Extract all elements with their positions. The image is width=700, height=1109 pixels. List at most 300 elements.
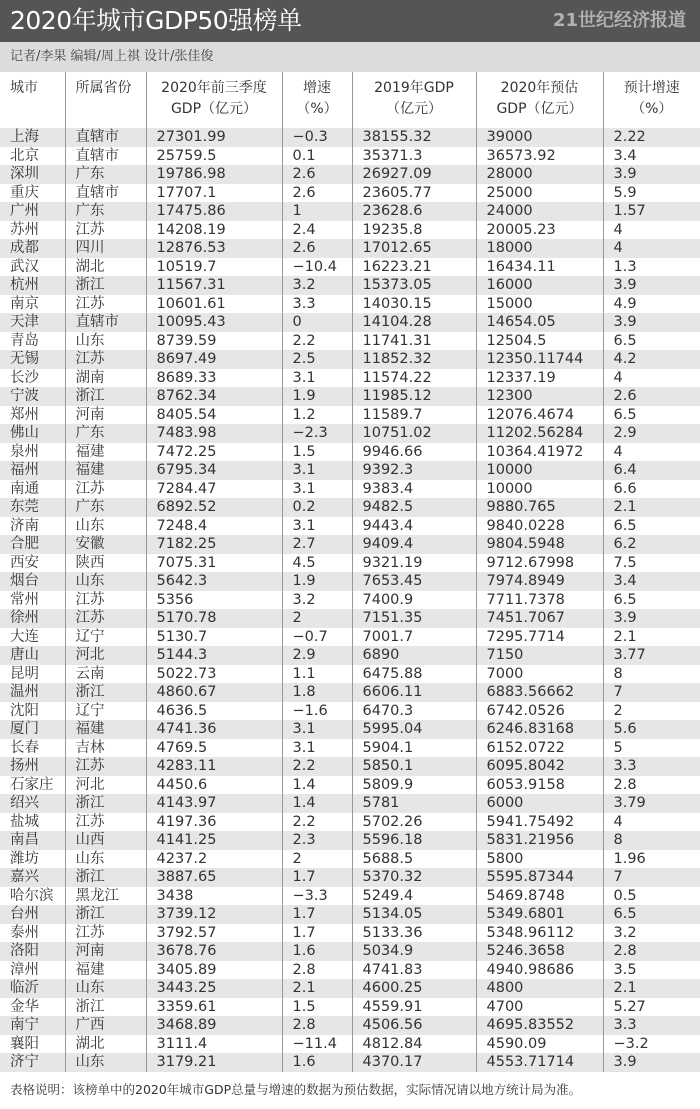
cell-growth: 0.2 <box>282 498 352 517</box>
cell-gdp-2019: 4741.83 <box>352 961 476 980</box>
cell-city: 盐城 <box>10 813 39 830</box>
cell-city: 长沙 <box>10 369 39 386</box>
cell-gdp-2020-est: 6095.8042 <box>476 757 603 776</box>
cell-gdp-2020-q1-q3: 8739.59 <box>146 332 282 351</box>
cell-gdp-2020-est: 11202.56284 <box>476 424 603 443</box>
cell-province: 江苏 <box>65 924 146 943</box>
cell-city: 石家庄 <box>10 776 54 793</box>
cell-gdp-2020-q1-q3: 4197.36 <box>146 813 282 832</box>
table-row <box>0 794 700 813</box>
cell-growth: 1.7 <box>282 905 352 924</box>
cell-growth-est: 4.9 <box>603 295 700 314</box>
cell-growth: 1.5 <box>282 443 352 462</box>
cell-gdp-2020-q1-q3: 3438 <box>146 887 282 906</box>
cell-gdp-2019: 14104.28 <box>352 313 476 332</box>
cell-gdp-2020-q1-q3: 4769.5 <box>146 739 282 758</box>
cell-gdp-2020-q1-q3: 3405.89 <box>146 961 282 980</box>
cell-province: 浙江 <box>65 276 146 295</box>
cell-gdp-2019: 9383.4 <box>352 480 476 499</box>
table-header <box>0 72 700 128</box>
cell-gdp-2020-est: 5246.3658 <box>476 942 603 961</box>
cell-gdp-2019: 6890 <box>352 646 476 665</box>
header-city <box>0 72 65 128</box>
table-row <box>0 480 700 499</box>
cell-city: 广州 <box>0 202 65 221</box>
cell-gdp-2020-est: 12300 <box>476 387 603 406</box>
table-row <box>0 554 700 573</box>
table-row <box>0 184 700 203</box>
table-row <box>0 868 700 887</box>
cell-city: 上海 <box>0 128 65 147</box>
table-row <box>0 683 700 702</box>
cell-city: 无锡 <box>0 350 65 369</box>
table-row <box>0 443 700 462</box>
cell-gdp-2020-est: 10364.41972 <box>476 443 603 462</box>
cell-gdp-2019: 6475.88 <box>352 665 476 684</box>
cell-gdp-2020-est: 28000 <box>476 165 603 184</box>
table-row <box>0 628 700 647</box>
table-row <box>0 498 700 517</box>
table-row <box>0 221 700 240</box>
cell-growth-est: 3.4 <box>603 572 700 591</box>
cell-province: 广东 <box>65 202 146 221</box>
cell-city: 南京 <box>10 295 39 312</box>
table-row <box>0 813 700 832</box>
cell-province: 吉林 <box>65 739 146 758</box>
cell-growth: 0 <box>282 313 352 332</box>
cell-gdp-2020-q1-q3: 4237.2 <box>146 850 282 869</box>
cell-gdp-2019: 9392.3 <box>352 461 476 480</box>
cell-growth: 2 <box>282 609 352 628</box>
cell-province: 浙江 <box>65 868 146 887</box>
cell-province: 河北 <box>65 646 146 665</box>
cell-province: 山东 <box>65 572 146 591</box>
table-row <box>0 276 700 295</box>
cell-growth: 1.6 <box>282 1053 352 1072</box>
cell-gdp-2020-q1-q3: 8697.49 <box>146 350 282 369</box>
cell-gdp-2020-q1-q3: 3792.57 <box>146 924 282 943</box>
cell-city: 杭州 <box>0 276 65 295</box>
cell-gdp-2019: 38155.32 <box>352 128 476 147</box>
cell-gdp-2020-q1-q3: 4283.11 <box>146 757 282 776</box>
cell-growth: 1.9 <box>282 387 352 406</box>
table-row <box>0 1053 700 1072</box>
cell-gdp-2020-est: 36573.92 <box>476 147 603 166</box>
header-line: GDP（亿元） <box>170 101 258 117</box>
cell-gdp-2019: 6606.11 <box>352 683 476 702</box>
cell-gdp-2019: 4600.25 <box>352 979 476 998</box>
cell-gdp-2019: 9443.4 <box>352 517 476 536</box>
header-line: 2019年GDP <box>374 80 454 96</box>
cell-city: 金华 <box>10 998 39 1015</box>
cell-growth-est: 2.1 <box>603 979 700 998</box>
cell-city: 洛阳 <box>0 942 65 961</box>
cell-growth-est: 2.8 <box>603 776 700 795</box>
cell-growth-est: 4 <box>603 813 700 832</box>
table-row <box>0 591 700 610</box>
cell-growth: 1.5 <box>282 998 352 1017</box>
cell-growth-est: 4 <box>603 369 700 388</box>
cell-gdp-2020-est: 6152.0722 <box>476 739 603 758</box>
page-title: 2020年城市GDP50强榜单 <box>10 6 302 35</box>
table-row <box>0 517 700 536</box>
cell-growth-est: 2.1 <box>603 628 700 647</box>
cell-city: 武汉 <box>10 258 39 275</box>
cell-gdp-2019: 14030.15 <box>352 295 476 314</box>
cell-gdp-2019: 35371.3 <box>352 147 476 166</box>
table-row <box>0 406 700 425</box>
cell-growth-est: 0.5 <box>603 887 700 906</box>
cell-growth-est: 6.5 <box>603 406 700 425</box>
cell-province: 湖南 <box>65 369 146 388</box>
cell-province: 江苏 <box>65 480 146 499</box>
cell-gdp-2020-q1-q3: 7182.25 <box>146 535 282 554</box>
cell-gdp-2020-q1-q3: 3887.65 <box>146 868 282 887</box>
cell-growth: −10.4 <box>282 258 352 277</box>
cell-city: 北京 <box>10 147 39 164</box>
cell-growth-est: 5.6 <box>603 720 700 739</box>
cell-growth: 1.6 <box>282 942 352 961</box>
cell-growth: 2.8 <box>282 1016 352 1035</box>
cell-city: 西安 <box>10 554 39 571</box>
cell-province: 广西 <box>65 1016 146 1035</box>
cell-gdp-2020-est: 4700 <box>476 998 603 1017</box>
cell-province: 江苏 <box>65 813 146 832</box>
header-line: 所属省份 <box>75 80 132 96</box>
cell-gdp-2019: 16223.21 <box>352 258 476 277</box>
cell-gdp-2020-q1-q3: 5170.78 <box>146 609 282 628</box>
cell-city: 沈阳 <box>10 702 39 719</box>
cell-city: 唐山 <box>0 646 65 665</box>
cell-gdp-2020-est: 4800 <box>476 979 603 998</box>
cell-gdp-2020-est: 5831.21956 <box>476 831 603 850</box>
table-row <box>0 424 700 443</box>
cell-gdp-2019: 5781 <box>352 794 476 813</box>
cell-gdp-2019: 7400.9 <box>352 591 476 610</box>
cell-province: 浙江 <box>65 905 146 924</box>
cell-gdp-2019: 9946.66 <box>352 443 476 462</box>
cell-city: 泉州 <box>10 443 39 460</box>
cell-growth: 1 <box>282 202 352 221</box>
cell-gdp-2019: 10751.02 <box>352 424 476 443</box>
table-row <box>0 295 700 314</box>
cell-gdp-2019: 7001.7 <box>352 628 476 647</box>
header-line: 城市 <box>10 80 38 96</box>
cell-city: 潍坊 <box>10 850 39 867</box>
cell-growth-est: 5.27 <box>603 998 700 1017</box>
cell-growth-est: 3.79 <box>603 794 700 813</box>
cell-gdp-2019: 5809.9 <box>352 776 476 795</box>
cell-province: 江苏 <box>65 295 146 314</box>
cell-growth-est: 4 <box>603 239 700 258</box>
cell-growth: 2.8 <box>282 961 352 980</box>
header-line: （亿元） <box>386 101 442 117</box>
cell-growth: 2.6 <box>282 239 352 258</box>
cell-growth: 2.2 <box>282 332 352 351</box>
cell-growth-est: 3.9 <box>603 165 700 184</box>
table-row <box>0 850 700 869</box>
table-row <box>0 332 700 351</box>
cell-growth: 3.1 <box>282 480 352 499</box>
cell-province: 直辖市 <box>65 313 146 332</box>
cell-growth: 2.4 <box>282 221 352 240</box>
cell-province: 山东 <box>65 517 146 536</box>
cell-province: 山东 <box>65 979 146 998</box>
cell-growth: 2.2 <box>282 757 352 776</box>
cell-city: 扬州 <box>0 757 65 776</box>
cell-gdp-2019: 4812.84 <box>352 1035 476 1054</box>
cell-gdp-2020-est: 20005.23 <box>476 221 603 240</box>
cell-gdp-2020-q1-q3: 4741.36 <box>146 720 282 739</box>
cell-gdp-2019: 11741.31 <box>352 332 476 351</box>
cell-growth: 1.1 <box>282 665 352 684</box>
cell-gdp-2020-est: 6053.9158 <box>476 776 603 795</box>
cell-growth-est: 5 <box>603 739 700 758</box>
watermark: 21世纪经济报道 <box>552 10 686 31</box>
cell-gdp-2020-est: 6883.56662 <box>476 683 603 702</box>
cell-growth: 3.1 <box>282 720 352 739</box>
header-line: （%） <box>631 101 673 117</box>
cell-city: 宁波 <box>0 387 65 406</box>
cell-gdp-2019: 5702.26 <box>352 813 476 832</box>
cell-growth: 3.3 <box>282 295 352 314</box>
cell-province: 山东 <box>65 850 146 869</box>
cell-gdp-2020-est: 10000 <box>476 480 603 499</box>
cell-growth-est: 8 <box>603 665 700 684</box>
cell-growth-est: 6.4 <box>603 461 700 480</box>
cell-growth: 3.1 <box>282 369 352 388</box>
cell-gdp-2019: 9409.4 <box>352 535 476 554</box>
footnote: 表格说明：该榜单中的2020年城市GDP总量与增速的数据为预估数据，实际情况请以地方统计局为准。 <box>10 1082 582 1097</box>
table-row <box>0 757 700 776</box>
cell-growth: 2.3 <box>282 831 352 850</box>
header-gdp-2020-q1-q3 <box>146 72 282 128</box>
cell-growth-est: 2.22 <box>603 128 700 147</box>
cell-province: 福建 <box>65 461 146 480</box>
cell-growth-est: 2.9 <box>603 424 700 443</box>
table-row <box>0 202 700 221</box>
cell-province: 江苏 <box>65 609 146 628</box>
cell-gdp-2020-q1-q3: 12876.53 <box>146 239 282 258</box>
cell-gdp-2020-q1-q3: 19786.98 <box>146 165 282 184</box>
table-row <box>0 258 700 277</box>
cell-gdp-2019: 11574.22 <box>352 369 476 388</box>
cell-province: 广东 <box>65 498 146 517</box>
table-row <box>0 128 700 147</box>
cell-province: 广东 <box>65 424 146 443</box>
cell-gdp-2020-est: 7711.7378 <box>476 591 603 610</box>
cell-city: 南通 <box>10 480 39 497</box>
cell-gdp-2020-q1-q3: 5130.7 <box>146 628 282 647</box>
cell-province: 浙江 <box>65 387 146 406</box>
cell-gdp-2019: 26927.09 <box>352 165 476 184</box>
cell-province: 浙江 <box>65 683 146 702</box>
cell-gdp-2019: 5596.18 <box>352 831 476 850</box>
cell-province: 福建 <box>65 443 146 462</box>
cell-city: 台州 <box>0 905 65 924</box>
cell-growth: −0.3 <box>282 128 352 147</box>
header-gdp-2020-est <box>476 72 603 128</box>
cell-growth: 0.1 <box>282 147 352 166</box>
cell-growth: 1.8 <box>282 683 352 702</box>
table-row <box>0 239 700 258</box>
cell-province: 陕西 <box>65 554 146 573</box>
cell-city: 东莞 <box>0 498 65 517</box>
cell-province: 黑龙江 <box>65 887 146 906</box>
cell-city: 长春 <box>10 739 39 756</box>
cell-gdp-2019: 11589.7 <box>352 406 476 425</box>
cell-growth: 4.5 <box>282 554 352 573</box>
cell-gdp-2019: 5134.05 <box>352 905 476 924</box>
cell-city: 济南 <box>10 517 39 534</box>
cell-gdp-2020-q1-q3: 7075.31 <box>146 554 282 573</box>
cell-gdp-2020-est: 6000 <box>476 794 603 813</box>
cell-gdp-2020-q1-q3: 10095.43 <box>146 313 282 332</box>
cell-gdp-2020-q1-q3: 3111.4 <box>146 1035 282 1054</box>
table-row <box>0 924 700 943</box>
cell-gdp-2020-est: 9804.5948 <box>476 535 603 554</box>
cell-gdp-2020-q1-q3: 3678.76 <box>146 942 282 961</box>
cell-growth-est: 4.2 <box>603 350 700 369</box>
cell-growth-est: 6.5 <box>603 905 700 924</box>
cell-gdp-2020-est: 9712.67998 <box>476 554 603 573</box>
cell-growth-est: 7.5 <box>603 554 700 573</box>
cell-city: 临沂 <box>0 979 65 998</box>
cell-province: 江苏 <box>65 757 146 776</box>
cell-gdp-2019: 6470.3 <box>352 702 476 721</box>
cell-growth-est: −3.2 <box>603 1035 700 1054</box>
cell-gdp-2020-est: 12350.11744 <box>476 350 603 369</box>
cell-city: 昆明 <box>10 665 39 682</box>
cell-gdp-2019: 5904.1 <box>352 739 476 758</box>
cell-gdp-2019: 5995.04 <box>352 720 476 739</box>
cell-gdp-2020-est: 18000 <box>476 239 603 258</box>
cell-growth: 1.7 <box>282 924 352 943</box>
cell-gdp-2019: 7151.35 <box>352 609 476 628</box>
cell-province: 河北 <box>65 776 146 795</box>
header-growth <box>282 72 352 128</box>
cell-city: 福州 <box>0 461 65 480</box>
cell-province: 河南 <box>65 406 146 425</box>
cell-growth: 2.9 <box>282 646 352 665</box>
cell-growth: 1.9 <box>282 572 352 591</box>
cell-gdp-2020-est: 14654.05 <box>476 313 603 332</box>
cell-city: 佛山 <box>0 424 65 443</box>
cell-growth-est: 3.4 <box>603 147 700 166</box>
cell-growth-est: 2.8 <box>603 942 700 961</box>
cell-growth-est: 3.3 <box>603 757 700 776</box>
cell-gdp-2020-est: 12076.4674 <box>476 406 603 425</box>
cell-gdp-2020-est: 7150 <box>476 646 603 665</box>
cell-growth-est: 3.9 <box>603 609 700 628</box>
cell-province: 直辖市 <box>65 128 146 147</box>
cell-growth-est: 3.77 <box>603 646 700 665</box>
cell-city: 郑州 <box>10 406 39 423</box>
cell-gdp-2020-q1-q3: 11567.31 <box>146 276 282 295</box>
cell-growth: 3.1 <box>282 517 352 536</box>
cell-city: 深圳 <box>0 165 65 184</box>
cell-growth-est: 4 <box>603 443 700 462</box>
table-row <box>0 369 700 388</box>
cell-gdp-2019: 4506.56 <box>352 1016 476 1035</box>
header-province <box>65 72 146 128</box>
cell-gdp-2020-q1-q3: 4636.5 <box>146 702 282 721</box>
cell-growth-est: 6.2 <box>603 535 700 554</box>
cell-province: 江苏 <box>65 350 146 369</box>
cell-gdp-2020-q1-q3: 10601.61 <box>146 295 282 314</box>
cell-gdp-2020-q1-q3: 8405.54 <box>146 406 282 425</box>
cell-growth: −0.7 <box>282 628 352 647</box>
cell-growth-est: 3.9 <box>603 313 700 332</box>
cell-gdp-2020-est: 24000 <box>476 202 603 221</box>
cell-growth: 2.6 <box>282 165 352 184</box>
cell-gdp-2019: 9321.19 <box>352 554 476 573</box>
cell-gdp-2020-est: 5941.75492 <box>476 813 603 832</box>
cell-gdp-2019: 5850.1 <box>352 757 476 776</box>
cell-gdp-2020-q1-q3: 3739.12 <box>146 905 282 924</box>
cell-gdp-2020-q1-q3: 7284.47 <box>146 480 282 499</box>
cell-gdp-2020-q1-q3: 5356 <box>146 591 282 610</box>
cell-gdp-2019: 9482.5 <box>352 498 476 517</box>
cell-city: 成都 <box>0 239 65 258</box>
cell-growth: −2.3 <box>282 424 352 443</box>
cell-growth-est: 5.9 <box>603 184 700 203</box>
cell-gdp-2020-q1-q3: 4450.6 <box>146 776 282 795</box>
cell-gdp-2019: 11852.32 <box>352 350 476 369</box>
table-row <box>0 831 700 850</box>
cell-city: 重庆 <box>10 184 39 201</box>
cell-gdp-2019: 23628.6 <box>352 202 476 221</box>
cell-gdp-2020-q1-q3: 7472.25 <box>146 443 282 462</box>
cell-province: 直辖市 <box>65 184 146 203</box>
cell-gdp-2020-q1-q3: 6795.34 <box>146 461 282 480</box>
cell-gdp-2020-est: 4590.09 <box>476 1035 603 1054</box>
cell-province: 河南 <box>65 942 146 961</box>
cell-gdp-2020-est: 39000 <box>476 128 603 147</box>
cell-growth-est: 3.2 <box>603 924 700 943</box>
cell-gdp-2020-est: 7295.7714 <box>476 628 603 647</box>
table-row <box>0 609 700 628</box>
cell-gdp-2019: 7653.45 <box>352 572 476 591</box>
cell-growth: 1.2 <box>282 406 352 425</box>
cell-growth-est: 3.9 <box>603 1053 700 1072</box>
cell-growth: 2.5 <box>282 350 352 369</box>
cell-gdp-2020-q1-q3: 6892.52 <box>146 498 282 517</box>
cell-city: 南宁 <box>0 1016 65 1035</box>
cell-gdp-2020-q1-q3: 3443.25 <box>146 979 282 998</box>
header-line: 2020年预估 <box>500 80 579 96</box>
cell-gdp-2020-q1-q3: 5144.3 <box>146 646 282 665</box>
cell-growth-est: 2.1 <box>603 498 700 517</box>
cell-province: 湖北 <box>65 258 146 277</box>
cell-city: 徐州 <box>0 609 65 628</box>
cell-province: 广东 <box>65 165 146 184</box>
cell-province: 浙江 <box>65 998 146 1017</box>
cell-gdp-2020-est: 9880.765 <box>476 498 603 517</box>
cell-city: 哈尔滨 <box>10 887 54 904</box>
table-row <box>0 887 700 906</box>
cell-city: 大连 <box>10 628 39 645</box>
table-row <box>0 739 700 758</box>
cell-gdp-2019: 15373.05 <box>352 276 476 295</box>
cell-gdp-2019: 4559.91 <box>352 998 476 1017</box>
table-row <box>0 961 700 980</box>
cell-growth: 2.6 <box>282 184 352 203</box>
cell-gdp-2020-est: 7974.8949 <box>476 572 603 591</box>
cell-growth-est: 6.6 <box>603 480 700 499</box>
cell-gdp-2020-est: 4940.98686 <box>476 961 603 980</box>
cell-city: 合肥 <box>0 535 65 554</box>
